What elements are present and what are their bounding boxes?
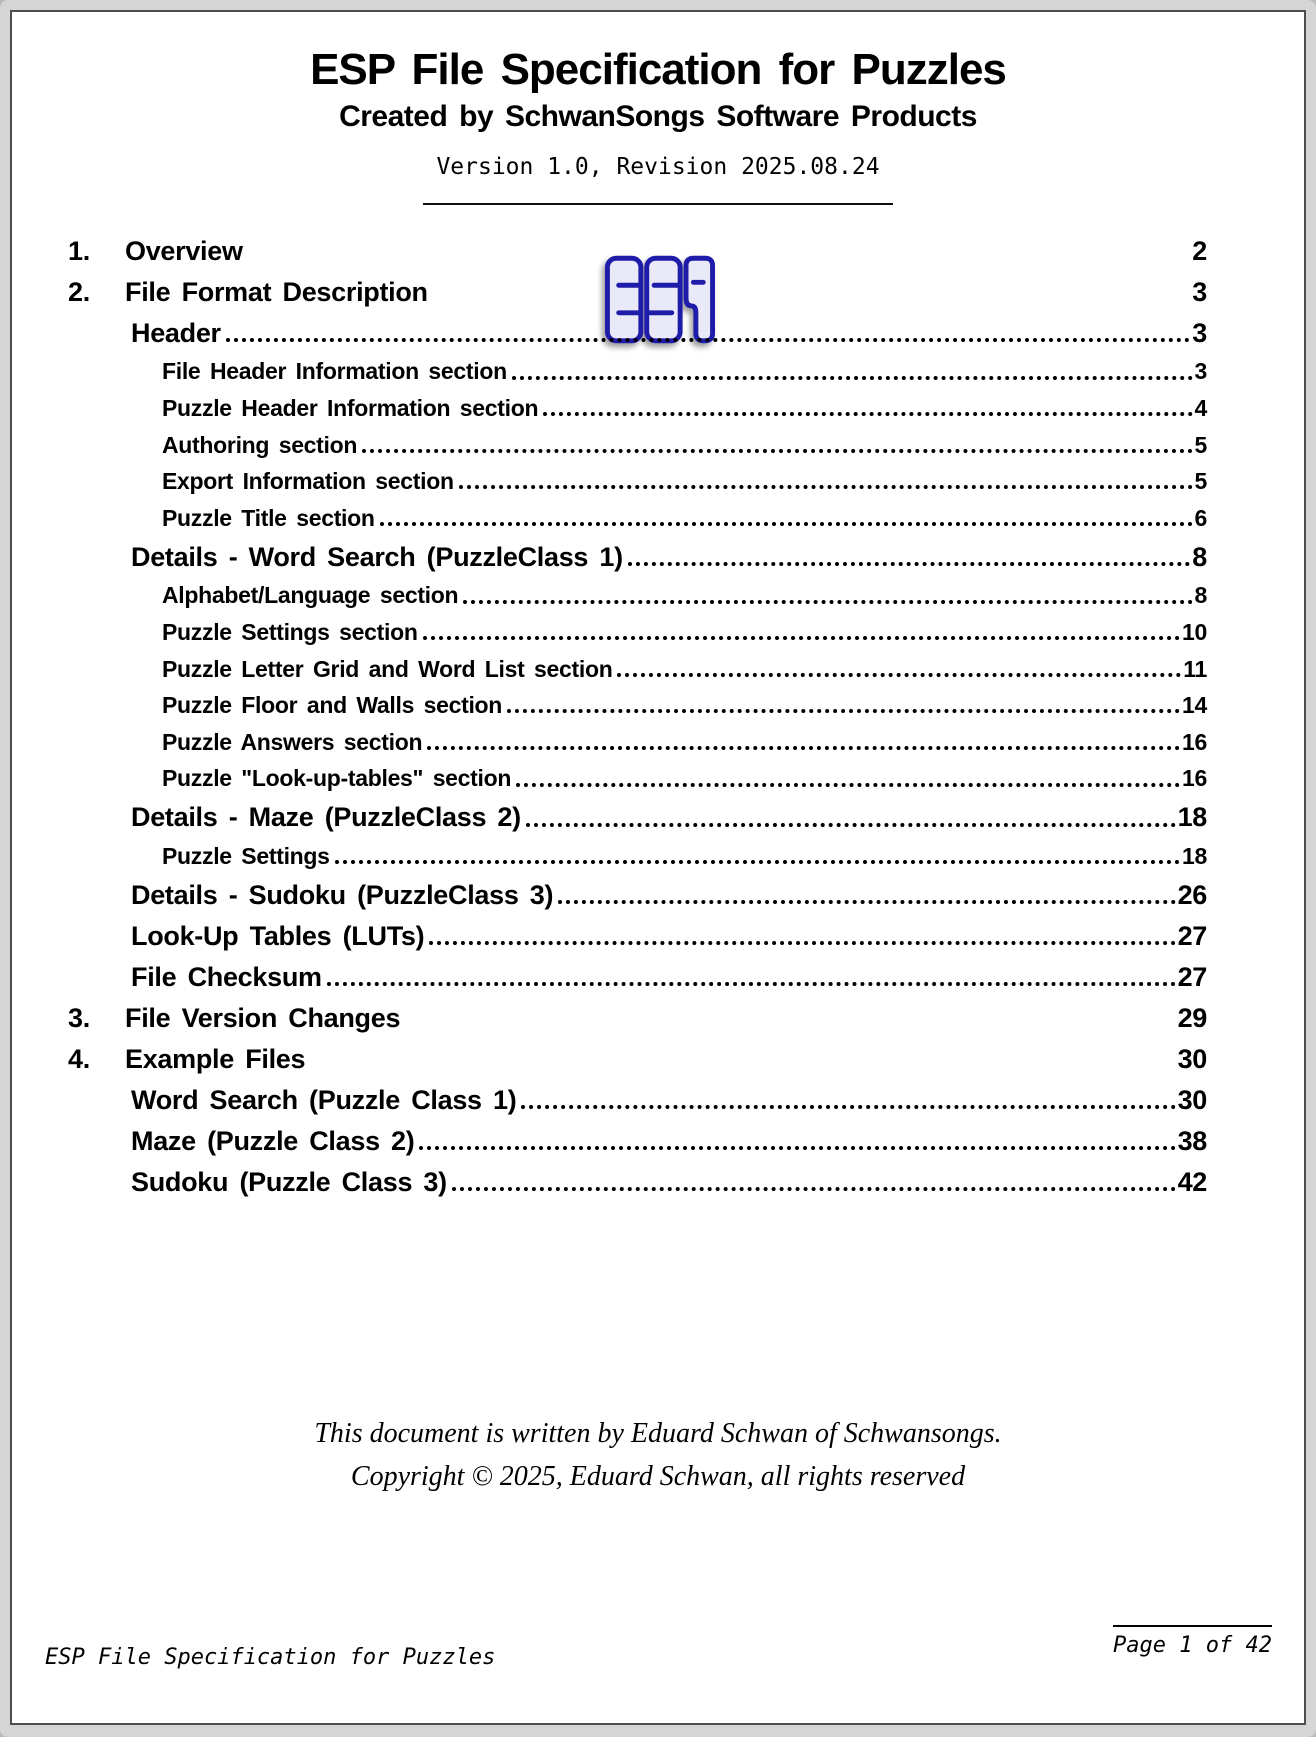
toc-dot-leader [463, 600, 1192, 604]
toc-entry-page: 16 [1182, 728, 1207, 755]
toc-entry[interactable] [57, 791, 1207, 832]
toc-entry-page: 38 [1177, 1125, 1207, 1156]
toc-entry[interactable] [57, 420, 1207, 457]
toc-entry[interactable] [57, 384, 1207, 421]
toc-entry-label: Authoring section [162, 431, 358, 458]
toc-entry-label: File Checksum [131, 961, 322, 992]
footer-document-title: ESP File Specification for Puzzles [45, 1645, 496, 1670]
toc-dot-leader [226, 338, 1191, 342]
toc-entry-label: Overview [125, 235, 243, 266]
toc-entry-label: Maze (Puzzle Class 2) [131, 1125, 415, 1156]
toc-entry-label: Word Search (Puzzle Class 1) [131, 1084, 517, 1115]
toc-dot-leader [558, 900, 1175, 904]
toc-entry-page: 27 [1177, 961, 1207, 992]
toc-entry[interactable] [57, 1155, 1207, 1196]
toc-entry[interactable] [57, 681, 1207, 718]
toc-entry-page: 11 [1183, 655, 1207, 682]
toc-entry[interactable] [57, 754, 1207, 791]
toc-entry-page: 3 [1192, 317, 1207, 348]
toc-dot-leader [362, 449, 1192, 453]
toc-entry-label: Puzzle Floor and Walls section [162, 692, 503, 719]
toc-entry[interactable] [57, 644, 1207, 681]
toc-entry-label: Puzzle Settings section [162, 619, 418, 646]
toc-entry[interactable] [57, 717, 1207, 754]
toc-entry-label: Sudoku (Puzzle Class 3) [131, 1166, 447, 1197]
toc-entry-label: Look-Up Tables (LUTs) [131, 920, 425, 951]
toc-entry[interactable] [57, 571, 1207, 608]
toc-entry-label: File Header Information section [162, 358, 507, 385]
toc-dot-leader [512, 376, 1193, 380]
toc-entry[interactable] [57, 991, 1207, 1032]
toc-dot-leader [452, 1187, 1176, 1191]
toc-entry[interactable] [57, 306, 1207, 347]
toc-entry[interactable] [57, 530, 1207, 571]
toc-dot-leader [327, 982, 1176, 986]
toc-entry-number: 1. [68, 235, 90, 266]
toc-dot-leader [419, 1146, 1175, 1150]
toc-entry-page: 29 [1177, 1002, 1207, 1033]
toc-dot-leader [423, 636, 1180, 640]
header-divider [423, 203, 893, 205]
version-line: Version 1.0, Revision 2025.08.24 [436, 154, 880, 180]
toc-dot-leader [335, 860, 1180, 864]
toc-dot-leader [459, 485, 1193, 489]
table-of-contents [57, 224, 1207, 1196]
toc-entry-page: 30 [1177, 1043, 1207, 1074]
toc-entry-page: 5 [1194, 431, 1207, 458]
credit-line-1: This document is written by Eduard Schwan of Schwansongs. [314, 1418, 1002, 1449]
credit-line-2: Copyright © 2025, Eduard Schwan, all rights reserved [350, 1461, 966, 1492]
toc-dot-leader [429, 941, 1175, 945]
toc-dot-leader [526, 823, 1176, 827]
toc-entry-page: 26 [1177, 879, 1207, 910]
toc-entry-number: 3. [68, 1002, 90, 1033]
toc-entry-page: 3 [1192, 276, 1207, 307]
toc-entry-page: 30 [1177, 1084, 1207, 1115]
footer-page-number: Page 1 of 42 [1113, 1625, 1272, 1658]
toc-entry-page: 16 [1182, 765, 1207, 792]
toc-entry[interactable] [57, 224, 1207, 265]
toc-dot-leader [380, 522, 1193, 526]
toc-dot-leader [543, 412, 1192, 416]
toc-entry-label: Puzzle Header Information section [162, 395, 539, 422]
toc-entry-page: 4 [1194, 395, 1207, 422]
toc-entry-page: 27 [1177, 920, 1207, 951]
toc-entry-label: Puzzle Settings [162, 842, 330, 869]
toc-entry[interactable] [57, 1073, 1207, 1114]
toc-entry-page: 3 [1194, 358, 1207, 385]
toc-entry-label: Details - Maze (PuzzleClass 2) [131, 802, 521, 833]
page-subtitle: Created by SchwanSongs Software Products [339, 100, 977, 133]
toc-entry-page: 42 [1177, 1166, 1207, 1197]
toc-entry[interactable] [57, 1032, 1207, 1073]
toc-entry[interactable] [57, 493, 1207, 530]
toc-entry-page: 10 [1182, 619, 1207, 646]
toc-entry-page: 8 [1192, 541, 1207, 572]
toc-entry-label: File Version Changes [125, 1002, 401, 1033]
toc-entry-number: 4. [68, 1043, 90, 1074]
toc-entry[interactable] [57, 608, 1207, 645]
toc-entry-page: 18 [1177, 802, 1207, 833]
toc-entry-label: Puzzle Answers section [162, 728, 423, 755]
toc-entry[interactable] [57, 347, 1207, 384]
toc-entry-label: Alphabet/Language section [162, 582, 459, 609]
toc-entry[interactable] [57, 832, 1207, 869]
toc-entry-label: Details - Word Search (PuzzleClass 1) [131, 541, 623, 572]
toc-entry-page: 14 [1182, 692, 1207, 719]
toc-entry-label: Example Files [125, 1043, 306, 1074]
toc-entry-page: 6 [1194, 504, 1207, 531]
page-title: ESP File Specification for Puzzles [310, 45, 1006, 94]
document-page [10, 10, 1306, 1725]
toc-entry-page: 2 [1192, 235, 1207, 266]
toc-dot-leader [521, 1105, 1175, 1109]
toc-entry-page: 18 [1182, 842, 1207, 869]
toc-entry[interactable] [57, 1114, 1207, 1155]
toc-entry-label: Export Information section [162, 468, 454, 495]
toc-entry-number: 2. [68, 276, 90, 307]
toc-entry[interactable] [57, 457, 1207, 494]
toc-entry-page: 8 [1194, 582, 1207, 609]
toc-dot-leader [427, 746, 1180, 750]
toc-dot-leader [617, 673, 1181, 677]
toc-entry-label: File Format Description [125, 276, 428, 307]
toc-entry-label: Puzzle Letter Grid and Word List section [162, 655, 613, 682]
toc-entry[interactable] [57, 950, 1207, 991]
toc-entry-label: Header [131, 317, 221, 348]
toc-dot-leader [628, 562, 1190, 566]
toc-entry-label: Puzzle Title section [162, 504, 375, 531]
toc-entry[interactable] [57, 265, 1207, 306]
toc-entry-page: 5 [1194, 468, 1207, 495]
document-header [12, 12, 1304, 205]
toc-entry[interactable] [57, 909, 1207, 950]
toc-dot-leader [507, 709, 1180, 713]
toc-dot-leader [516, 783, 1180, 787]
toc-entry[interactable] [57, 868, 1207, 909]
toc-entry-label: Details - Sudoku (PuzzleClass 3) [131, 879, 554, 910]
credits-block [12, 1412, 1304, 1498]
toc-entry-label: Puzzle "Look-up-tables" section [162, 765, 512, 792]
